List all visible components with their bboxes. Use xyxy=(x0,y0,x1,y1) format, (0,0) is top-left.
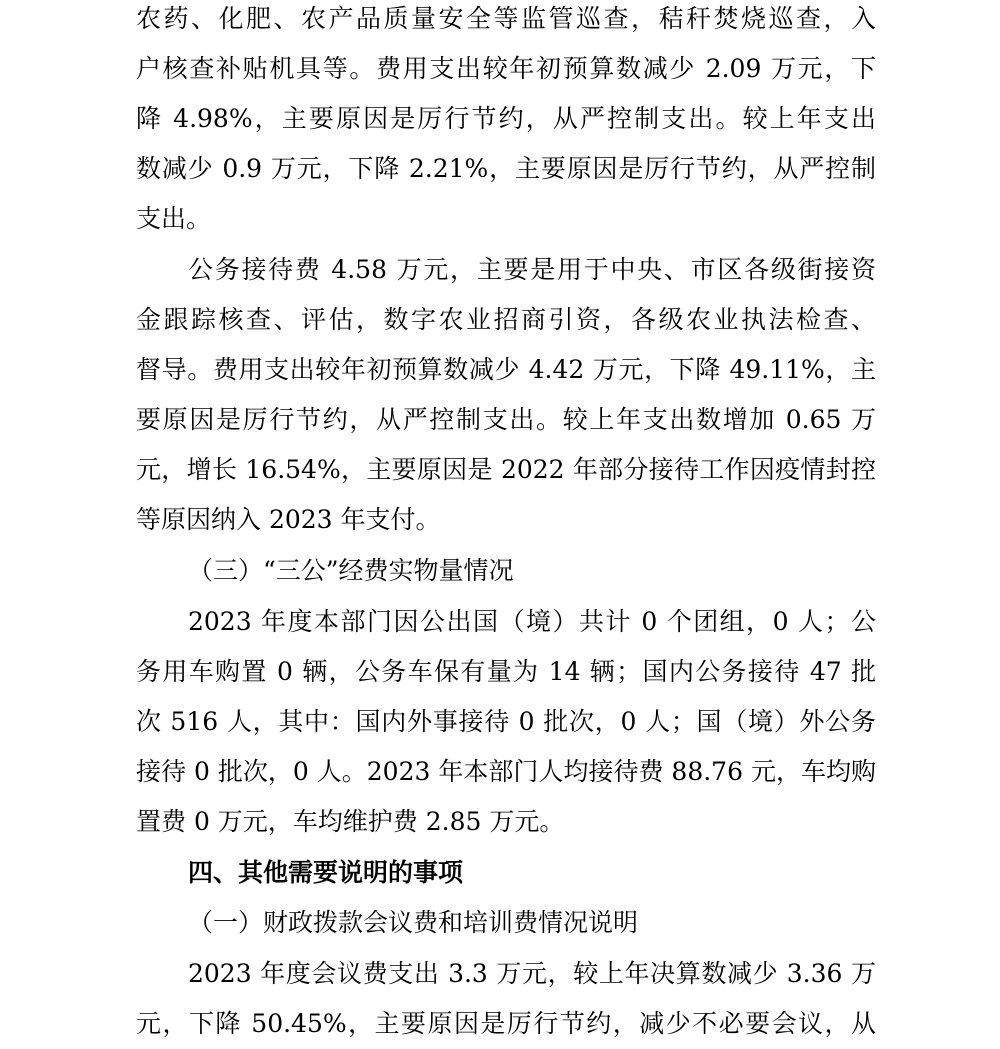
text-line: 督导。费用支出较年初预算数减少 4.42 万元，下降 49.11%，主 xyxy=(136,355,876,384)
text-line: 农药、化肥、农产品质量安全等监管巡查，秸秆焚烧巡查，入 xyxy=(136,4,876,33)
paragraph-start-line: 2023 年度本部门因公出国（境）共计 0 个团组，0 人；公 xyxy=(188,607,876,636)
text-line: 等原因纳入 2023 年支付。 xyxy=(136,505,441,534)
section-subheading: （三）“三公”经费实物量情况 xyxy=(188,556,514,585)
paragraph-start-line: 2023 年度会议费支出 3.3 万元，较上年决算数减少 3.36 万 xyxy=(188,959,876,988)
text-line: 元，增长 16.54%，主要原因是 2022 年部分接待工作因疫情封控 xyxy=(136,455,876,484)
text-line: 次 516 人，其中：国内外事接待 0 批次，0 人；国（境）外公务 xyxy=(136,707,876,736)
section-heading: 四、其他需要说明的事项 xyxy=(188,858,464,887)
text-line: 降 4.98%，主要原因是厉行节约，从严控制支出。较上年支出 xyxy=(136,104,876,133)
text-line: 要原因是厉行节约，从严控制支出。较上年支出数增加 0.65 万 xyxy=(136,405,876,434)
text-line: 支出。 xyxy=(136,204,212,233)
paragraph-start-line: 公务接待费 4.58 万元，主要是用于中央、市区各级街接资 xyxy=(188,255,876,284)
section-subheading: （一）财政拨款会议费和培训费情况说明 xyxy=(188,908,639,937)
text-line: 户核查补贴机具等。费用支出较年初预算数减少 2.09 万元，下 xyxy=(136,54,876,83)
text-line: 接待 0 批次，0 人。2023 年本部门人均接待费 88.76 元，车均购 xyxy=(136,757,876,786)
text-line: 务用车购置 0 辆，公务车保有量为 14 辆；国内公务接待 47 批 xyxy=(136,657,876,686)
text-line: 金跟踪核查、评估，数字农业招商引资，各级农业执法检查、 xyxy=(136,305,876,334)
text-line: 置费 0 万元，车均维护费 2.85 万元。 xyxy=(136,807,565,836)
text-line: 元，下降 50.45%，主要原因是厉行节约，减少不必要会议，从 xyxy=(136,1009,876,1038)
text-line: 数减少 0.9 万元，下降 2.21%，主要原因是厉行节约，从严控制 xyxy=(136,154,876,183)
